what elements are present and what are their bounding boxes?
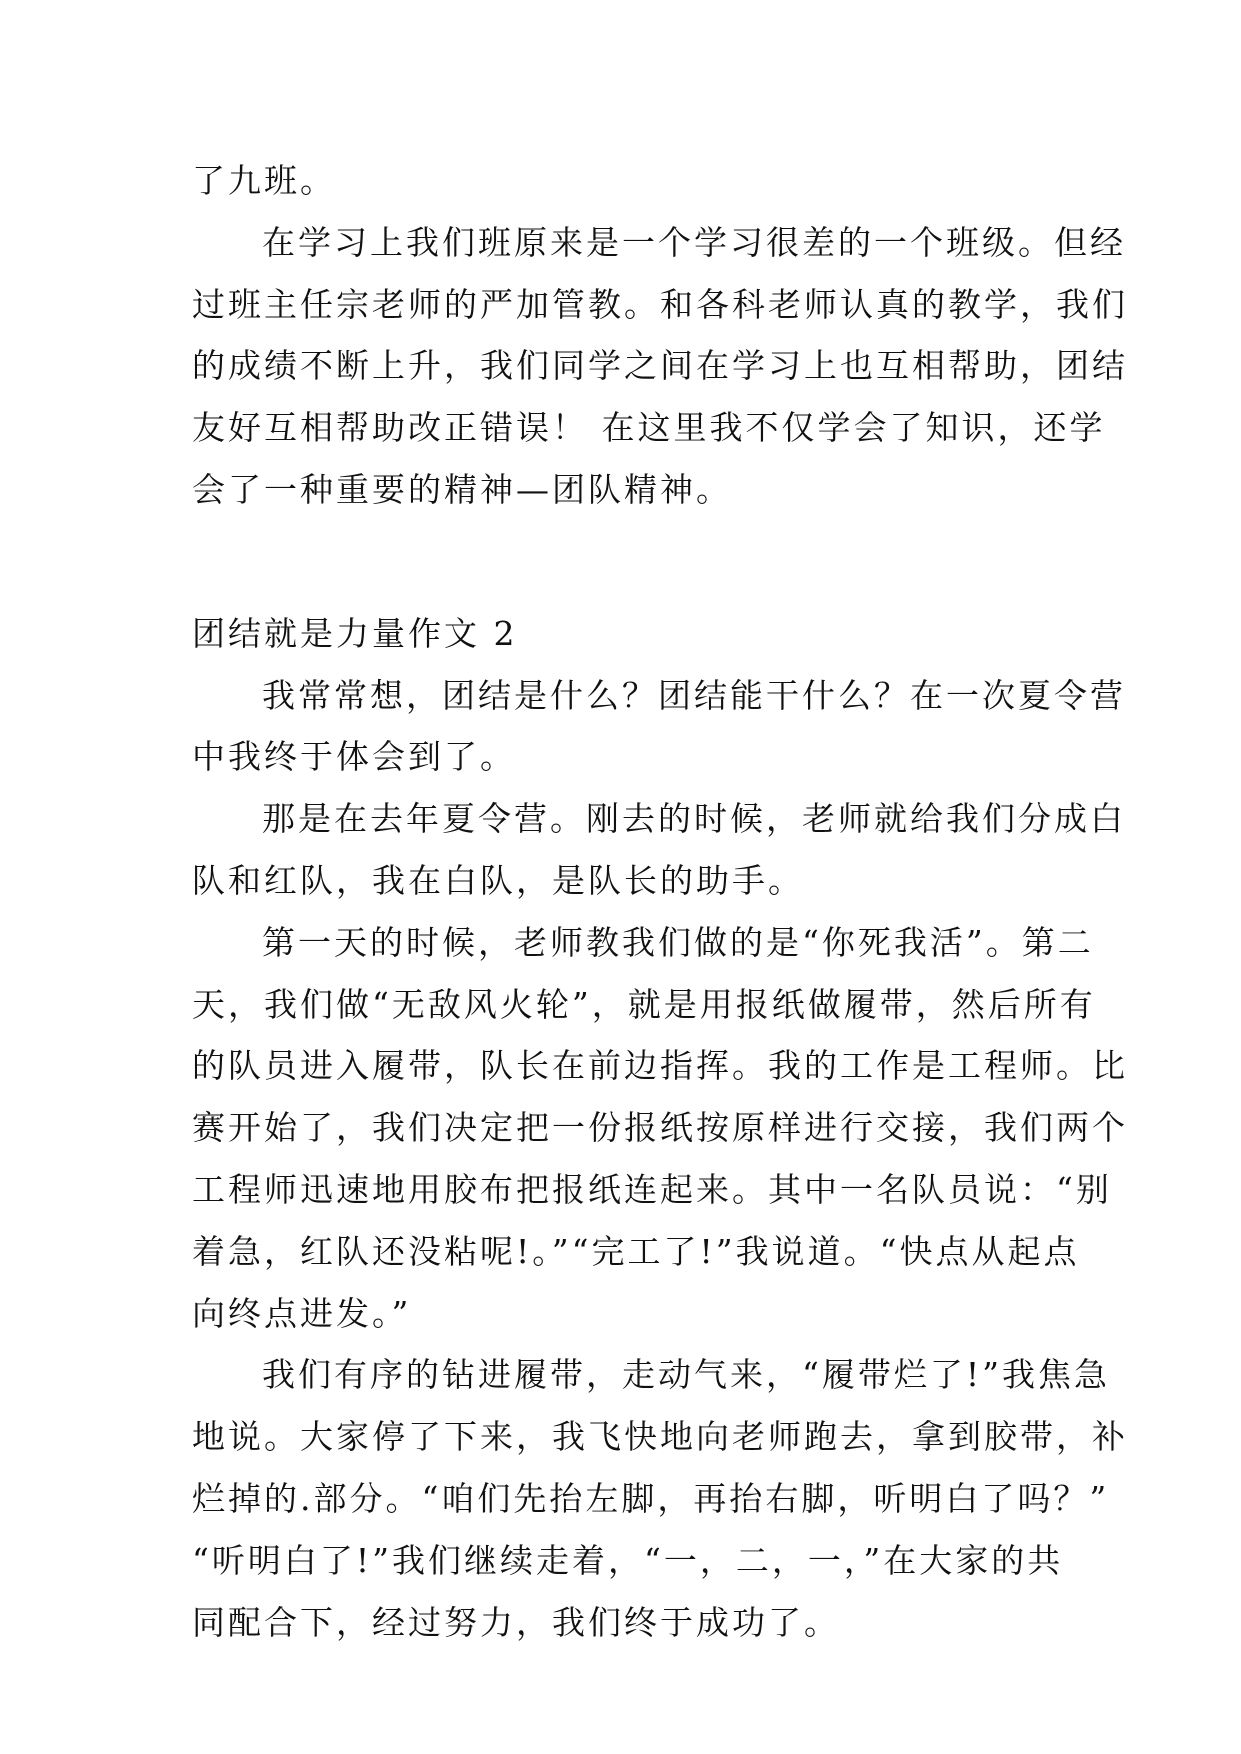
paragraph-line: 我常常想，团结是什么？团结能干什么？在一次夏令营 (262, 675, 1126, 715)
section-spacer (192, 521, 1050, 603)
paragraph-line: 着急，红队还没粘呢!。”“完工了!”我说道。“快点从起点 (192, 1231, 1080, 1271)
paragraph-line: 工程师迅速地用胶布把报纸连起来。其中一名队员说：“别 (192, 1169, 1112, 1209)
paragraph-line: 向终点进发。” (192, 1293, 412, 1333)
paragraph-line: 友好互相帮助改正错误！ 在这里我不仅学会了知识，还学 (192, 408, 1106, 448)
paragraph-line: 第一天的时候，老师教我们做的是“你死我活”。第二 (262, 922, 1094, 962)
document-body (192, 150, 1128, 1653)
paragraph-line: 赛开始了，我们决定把一份报纸按原样进行交接，我们两个 (192, 1108, 1128, 1148)
paragraph-line: 天，我们做“无敌风火轮”，就是用报纸做履带，然后所有 (192, 984, 1096, 1024)
paragraph-line: 过班主任宗老师的严加管教。和各科老师认真的教学，我们 (192, 284, 1128, 324)
paragraph-line: 地说。大家停了下来，我飞快地向老师跑去，拿到胶带，补 (192, 1417, 1128, 1457)
paragraph-line: 的成绩不断上升，我们同学之间在学习上也互相帮助，团结 (192, 346, 1128, 386)
paragraph-line: 队和红队，我在白队，是队长的助手。 (192, 860, 804, 900)
paragraph-line: 烂掉的.部分。“咱们先抬左脚，再抬右脚，听明白了吗？” (192, 1478, 1110, 1518)
paragraph-line: 同配合下，经过努力，我们终于成功了。 (192, 1602, 840, 1642)
paragraph-line: 会了一种重要的精神—团队精神。 (192, 469, 732, 509)
continuation-line: 了九班。 (192, 161, 336, 200)
section-title: 团结就是力量作文 2 (192, 613, 518, 653)
paragraph (192, 1344, 1128, 1653)
paragraph-line: “听明白了!”我们继续走着，“一，二，一，”在大家的共 (192, 1540, 1064, 1580)
paragraph (192, 665, 1126, 789)
paragraph-line: 的队员进入履带，队长在前边指挥。我的工作是工程师。比 (192, 1046, 1128, 1086)
paragraph (192, 788, 1126, 912)
paragraph (192, 912, 1128, 1345)
paragraph (192, 212, 1128, 521)
paragraph-line: 那是在去年夏令营。刚去的时候，老师就给我们分成白 (262, 799, 1126, 839)
paragraph-line: 在学习上我们班原来是一个学习很差的一个班级。但经 (262, 222, 1126, 262)
paragraph-line: 我们有序的钻进履带，走动气来，“履带烂了!”我焦急 (262, 1355, 1111, 1395)
paragraph-line: 中我终于体会到了。 (192, 737, 516, 777)
